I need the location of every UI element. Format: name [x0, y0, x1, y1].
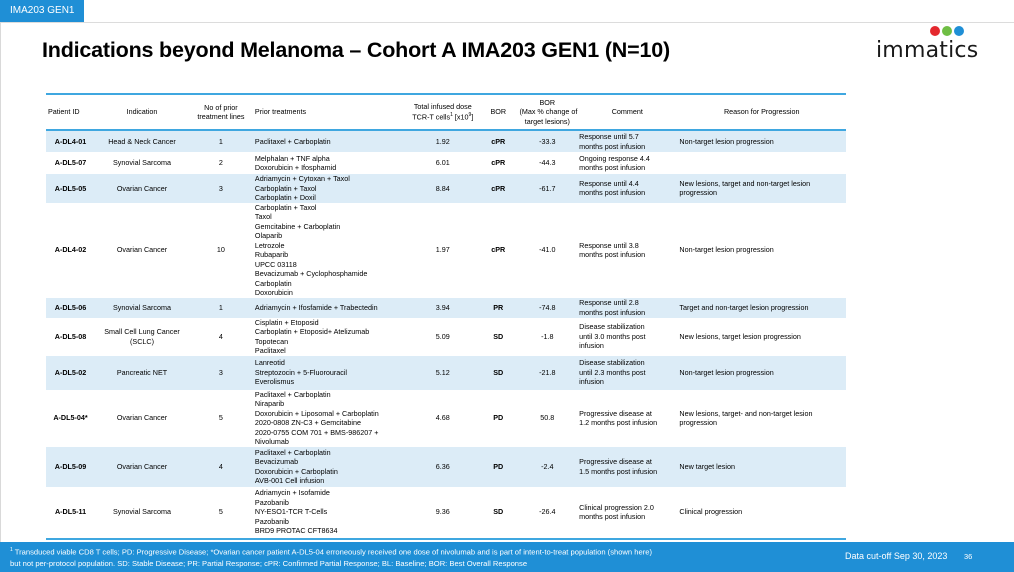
table-row — [46, 487, 846, 539]
reason-cell-line: progression — [679, 418, 717, 427]
header-dose-2 — [409, 111, 478, 122]
prior-treatments-cell-line: Doxorubicin + Liposomal + Carboplatin — [254, 408, 379, 418]
prior-treatments-cell-line: Pazobanib — [254, 497, 289, 507]
reason-cell — [677, 130, 846, 152]
patient-id-cell: A-DL5-05 — [46, 174, 95, 203]
reason-cell-line: New lesions, target- and non-target lesion — [679, 408, 813, 418]
bor-cell: cPR — [479, 152, 517, 174]
patient-id-cell: A-DL5-02 — [46, 356, 95, 390]
comment-cell — [577, 447, 677, 487]
prior-treatments-cell-line: Paclitaxel + Carboplatin — [254, 136, 331, 146]
logo-dot-red — [930, 26, 940, 36]
patient-id-cell: A-DL5-11 — [46, 487, 95, 539]
header-max-change — [517, 94, 577, 130]
comment-cell-line: until 3.0 months post — [579, 331, 646, 341]
page-number: 36 — [964, 552, 973, 561]
indication-cell — [95, 203, 189, 298]
dose-cell: 4.68 — [407, 390, 480, 447]
prior-treatments-cell — [253, 130, 407, 152]
header-prior-lines — [189, 94, 253, 130]
indication-cell-line: Pancreatic NET — [116, 367, 168, 377]
comment-cell-line: until 2.3 months post — [579, 367, 646, 377]
reason-cell — [677, 298, 846, 318]
indication-cell-line: (SCLC) — [130, 336, 154, 346]
max-change-cell: -44.3 — [517, 152, 577, 174]
reason-cell — [677, 356, 846, 390]
prior-treatments-cell-line: Carboplatin + Doxil — [254, 193, 316, 202]
page-title: Indications beyond Melanoma – Cohort A IMA203 GEN1 (N=10) — [42, 38, 670, 62]
reason-cell — [677, 487, 846, 539]
header-dose-2b: [x10 — [452, 112, 469, 122]
prior-treatments-cell-line: Doxorubicin — [254, 288, 293, 297]
prior-lines-cell: 1 — [189, 298, 253, 318]
max-change-cell: -2.4 — [517, 447, 577, 487]
prior-lines-cell: 4 — [189, 447, 253, 487]
indication-cell — [95, 318, 189, 356]
comment-cell-line: Ongoing response 4.4 — [579, 153, 650, 163]
prior-lines-cell: 1 — [189, 130, 253, 152]
reason-cell — [677, 174, 846, 203]
header-patient-id: Patient ID — [46, 94, 95, 130]
prior-treatments-cell-line: NY-ESO1-TCR T-Cells — [254, 507, 328, 517]
footnote-line-2: but not per-protocol population. SD: Stable Disease; PR: Partial Response; cPR: Confirmed Partial Response; BL: Baseline; BOR: Best Overall Response — [10, 558, 528, 568]
max-change-cell: -1.8 — [517, 318, 577, 356]
footnote-sup: 1 — [10, 547, 13, 553]
reason-cell-line: Target and non-target lesion progression — [679, 302, 809, 312]
header-comment: Comment — [577, 94, 677, 130]
prior-treatments-cell-line: UPCC 03118 — [254, 259, 297, 269]
header-dose-2c: ] — [471, 112, 474, 122]
comment-cell-line: Disease stabilization — [579, 322, 645, 332]
reason-cell — [677, 447, 846, 487]
comment-cell-line: months post infusion — [579, 188, 646, 198]
header-prior-lines-1: No of prior — [204, 102, 238, 112]
prior-treatments-cell-line: Melphalan + TNF alpha — [254, 153, 330, 163]
comment-cell — [577, 174, 677, 203]
prior-treatments-cell-line: BRD9 PROTAC CFT8634 — [254, 526, 338, 536]
header-bor: BOR — [479, 94, 517, 130]
prior-treatments-cell-line: Carboplatin + Etoposid+ Atelizumab — [254, 327, 370, 336]
max-change-cell: -21.8 — [517, 356, 577, 390]
prior-treatments-cell-line: Adriamycin + Isofamide — [254, 488, 330, 498]
comment-cell-line: Response until 3.8 — [579, 240, 639, 250]
prior-treatments-cell-line: Paclitaxel — [254, 346, 286, 355]
prior-treatments-cell-line: Letrozole — [254, 240, 285, 250]
indication-cell-line: Small Cell Lung Cancer — [104, 327, 180, 336]
logo-wordmark: immatics — [876, 38, 979, 63]
reason-cell-line: Non-target lesion progression — [679, 245, 774, 255]
prior-treatments-cell-line: Olaparib — [254, 231, 283, 240]
reason-cell-line: New lesions, target and non-target lesion — [679, 178, 811, 188]
reason-cell — [677, 390, 846, 447]
patient-id-cell: A-DL5-09 — [46, 447, 95, 487]
table-row — [46, 130, 846, 152]
patient-id-cell: A-DL4-01 — [46, 130, 95, 152]
indication-cell — [95, 487, 189, 539]
prior-treatments-cell-line: Cisplatin + Etoposid — [254, 317, 319, 327]
prior-lines-cell: 5 — [189, 487, 253, 539]
bor-cell: cPR — [479, 203, 517, 298]
footnote-line-1: Transduced viable CD8 T cells; PD: Progressive Disease; *Ovarian cancer patient A-DL5-04 erroneously received one dose of nivolumab and is part of intent-to-treat population (shown here) — [12, 547, 652, 557]
patient-id-cell: A-DL5-08 — [46, 318, 95, 356]
prior-treatments-cell-line: Carboplatin + Taxol — [254, 183, 317, 193]
prior-treatments-cell-line: Rubaparib — [254, 250, 289, 259]
max-change-cell: -41.0 — [517, 203, 577, 298]
table-row — [46, 174, 846, 203]
comment-cell-line: Progressive disease at — [579, 457, 652, 466]
prior-treatments-cell-line: Nivolumab — [254, 437, 289, 446]
prior-treatments-cell-line: Adriamycin + Cytoxan + Taxol — [254, 174, 350, 183]
table-header-row — [46, 94, 846, 130]
header-divider — [0, 22, 1014, 23]
bor-cell: cPR — [479, 130, 517, 152]
header-max-change-1: BOR — [539, 97, 556, 107]
patient-id-cell: A-DL4-02 — [46, 203, 95, 298]
comment-cell-line: 1.5 months post infusion — [579, 466, 658, 476]
bor-cell: PR — [479, 298, 517, 318]
reason-cell-line: New lesions, target lesion progression — [679, 331, 801, 341]
comment-cell-line: Progressive disease at — [579, 408, 652, 418]
dose-cell: 5.09 — [407, 318, 480, 356]
reason-cell — [677, 152, 846, 174]
prior-treatments-cell-line: Carboplatin + Taxol — [254, 202, 317, 212]
prior-treatments-cell-line: Paclitaxel + Carboplatin — [254, 389, 331, 399]
comment-cell-line: infusion — [579, 377, 604, 387]
patient-id-cell: A-DL5-04* — [46, 390, 95, 447]
reason-cell-line: Clinical progression — [679, 507, 743, 517]
comment-cell-line: months post infusion — [579, 141, 646, 151]
prior-treatments-cell — [253, 152, 407, 174]
prior-lines-cell: 3 — [189, 356, 253, 390]
indication-cell — [95, 130, 189, 152]
prior-treatments-cell-line: Niraparib — [254, 399, 285, 408]
comment-cell-line: infusion — [579, 341, 604, 351]
prior-treatments-cell — [253, 487, 407, 539]
prior-treatments-cell-line: Bevacizumab — [254, 457, 299, 466]
indication-cell — [95, 390, 189, 447]
section-tag: IMA203 GEN1 — [0, 0, 84, 22]
prior-treatments-cell-line: Adriamycin + Ifosfamide + Trabectedin — [254, 302, 378, 312]
comment-cell-line: Response until 4.4 — [579, 178, 639, 188]
reason-cell — [677, 318, 846, 356]
comment-cell-line: months post infusion — [579, 512, 646, 521]
table-row — [46, 390, 846, 447]
prior-lines-cell: 3 — [189, 174, 253, 203]
bor-cell: cPR — [479, 174, 517, 203]
prior-treatments-cell — [253, 447, 407, 487]
prior-treatments-cell — [253, 390, 407, 447]
header-dose-sup: 1 — [450, 112, 453, 119]
comment-cell-line: months post infusion — [579, 163, 646, 172]
comment-cell-line: Disease stabilization — [579, 358, 645, 368]
prior-treatments-cell-line: Bevacizumab + Cyclophosphamide — [254, 269, 368, 278]
prior-treatments-cell-line: Carboplatin — [254, 278, 292, 288]
prior-treatments-cell-line: Gemcitabine + Carboplatin — [254, 221, 341, 231]
prior-treatments-cell-line: Doxorubicin + Carboplatin — [254, 466, 338, 476]
header-prior-lines-2: treatment lines — [197, 112, 245, 121]
comment-cell-line: 1.2 months post infusion — [579, 418, 658, 427]
prior-treatments-cell — [253, 318, 407, 356]
header-max-change-2: (Max % change of — [519, 107, 578, 117]
slide-border — [0, 22, 1, 542]
header-prior-treatments: Prior treatments — [253, 94, 407, 130]
prior-treatments-cell-line: Taxol — [254, 212, 272, 221]
logo-dot-green — [942, 26, 952, 36]
prior-treatments-cell-line: Paclitaxel + Carboplatin — [254, 447, 331, 457]
comment-cell — [577, 487, 677, 539]
table-row — [46, 203, 846, 298]
comment-cell-line: months post infusion — [579, 250, 646, 259]
patient-id-cell: A-DL5-07 — [46, 152, 95, 174]
indication-cell-line: Synovial Sarcoma — [113, 158, 171, 168]
prior-treatments-cell-line: Topotecan — [254, 336, 289, 346]
comment-cell — [577, 356, 677, 390]
comment-cell — [577, 318, 677, 356]
max-change-cell: -33.3 — [517, 130, 577, 152]
comment-cell — [577, 298, 677, 318]
reason-cell — [677, 203, 846, 298]
indication-cell-line: Ovarian Cancer — [116, 461, 168, 471]
bor-cell: SD — [479, 318, 517, 356]
prior-treatments-cell-line: Lanreotid — [254, 358, 285, 368]
table-row — [46, 356, 846, 390]
table-row — [46, 152, 846, 174]
bor-cell: PD — [479, 390, 517, 447]
bor-cell: SD — [479, 356, 517, 390]
reason-cell-line: Non-target lesion progression — [679, 367, 774, 377]
prior-treatments-cell — [253, 356, 407, 390]
prior-lines-cell: 10 — [189, 203, 253, 298]
reason-cell-line: progression — [679, 188, 717, 198]
table-row — [46, 318, 846, 356]
immatics-logo — [874, 26, 984, 62]
comment-cell-line: Response until 2.8 — [579, 298, 639, 307]
indication-cell-line: Synovial Sarcoma — [113, 302, 171, 312]
table-row — [46, 298, 846, 318]
indication-cell-line: Synovial Sarcoma — [113, 507, 171, 517]
prior-treatments-cell — [253, 203, 407, 298]
footnote — [10, 545, 790, 569]
prior-treatments-cell-line: 2020-0808 ZN-C3 + Gemcitabine — [254, 418, 361, 427]
prior-lines-cell: 4 — [189, 318, 253, 356]
prior-treatments-cell-line: Everolismus — [254, 377, 295, 387]
table-row — [46, 447, 846, 487]
logo-dot-blue — [954, 26, 964, 36]
patients-table — [46, 93, 846, 540]
header-max-change-3: target lesions) — [524, 116, 570, 126]
prior-treatments-cell-line: Streptozocin + 5-Fluorouracil — [254, 367, 348, 377]
prior-lines-cell: 2 — [189, 152, 253, 174]
dose-cell: 5.12 — [407, 356, 480, 390]
indication-cell-line: Head & Neck Cancer — [108, 136, 176, 146]
header-dose — [407, 94, 480, 130]
dose-cell: 9.36 — [407, 487, 480, 539]
dose-cell: 3.94 — [407, 298, 480, 318]
comment-cell — [577, 130, 677, 152]
indication-cell — [95, 298, 189, 318]
dose-cell: 1.92 — [407, 130, 480, 152]
dose-cell: 6.01 — [407, 152, 480, 174]
patient-id-cell: A-DL5-06 — [46, 298, 95, 318]
data-cutoff: Data cut-off Sep 30, 2023 — [845, 551, 948, 561]
prior-treatments-cell-line: Pazobanib — [254, 516, 289, 526]
reason-cell-line: Non-target lesion progression — [679, 136, 774, 146]
footer-bar — [0, 542, 1014, 572]
prior-lines-cell: 5 — [189, 390, 253, 447]
indication-cell — [95, 174, 189, 203]
max-change-cell: -26.4 — [517, 487, 577, 539]
header-dose-1: Total infused dose — [413, 101, 472, 111]
comment-cell — [577, 152, 677, 174]
dose-cell: 6.36 — [407, 447, 480, 487]
reason-cell-line: New target lesion — [679, 461, 735, 471]
comment-cell — [577, 203, 677, 298]
indication-cell-line: Ovarian Cancer — [116, 183, 168, 193]
prior-treatments-cell-line: 2020-0755 COM 701 + BMS-986207 + — [254, 427, 379, 437]
prior-treatments-cell-line: AVB-001 Cell infusion — [254, 476, 325, 485]
indication-cell-line: Ovarian Cancer — [116, 413, 168, 423]
indication-cell-line: Ovarian Cancer — [116, 245, 168, 255]
bor-cell: PD — [479, 447, 517, 487]
dose-cell: 8.84 — [407, 174, 480, 203]
max-change-cell: 50.8 — [517, 390, 577, 447]
bor-cell: SD — [479, 487, 517, 539]
dose-cell: 1.97 — [407, 203, 480, 298]
prior-treatments-cell — [253, 174, 407, 203]
indication-cell — [95, 447, 189, 487]
prior-treatments-cell-line: Doxorubicin + Ifosphamid — [254, 163, 337, 172]
comment-cell-line: months post infusion — [579, 307, 646, 317]
prior-treatments-cell — [253, 298, 407, 318]
max-change-cell: -74.8 — [517, 298, 577, 318]
header-dose-exp: 9 — [468, 112, 472, 119]
header-indication: Indication — [95, 94, 189, 130]
header-dose-2a: TCR-T cells — [412, 112, 451, 122]
indication-cell — [95, 152, 189, 174]
indication-cell — [95, 356, 189, 390]
comment-cell-line: Response until 5.7 — [579, 132, 639, 141]
header-reason: Reason for Progression — [677, 94, 846, 130]
max-change-cell: -61.7 — [517, 174, 577, 203]
comment-cell — [577, 390, 677, 447]
comment-cell-line: Clinical progression 2.0 — [579, 502, 654, 512]
